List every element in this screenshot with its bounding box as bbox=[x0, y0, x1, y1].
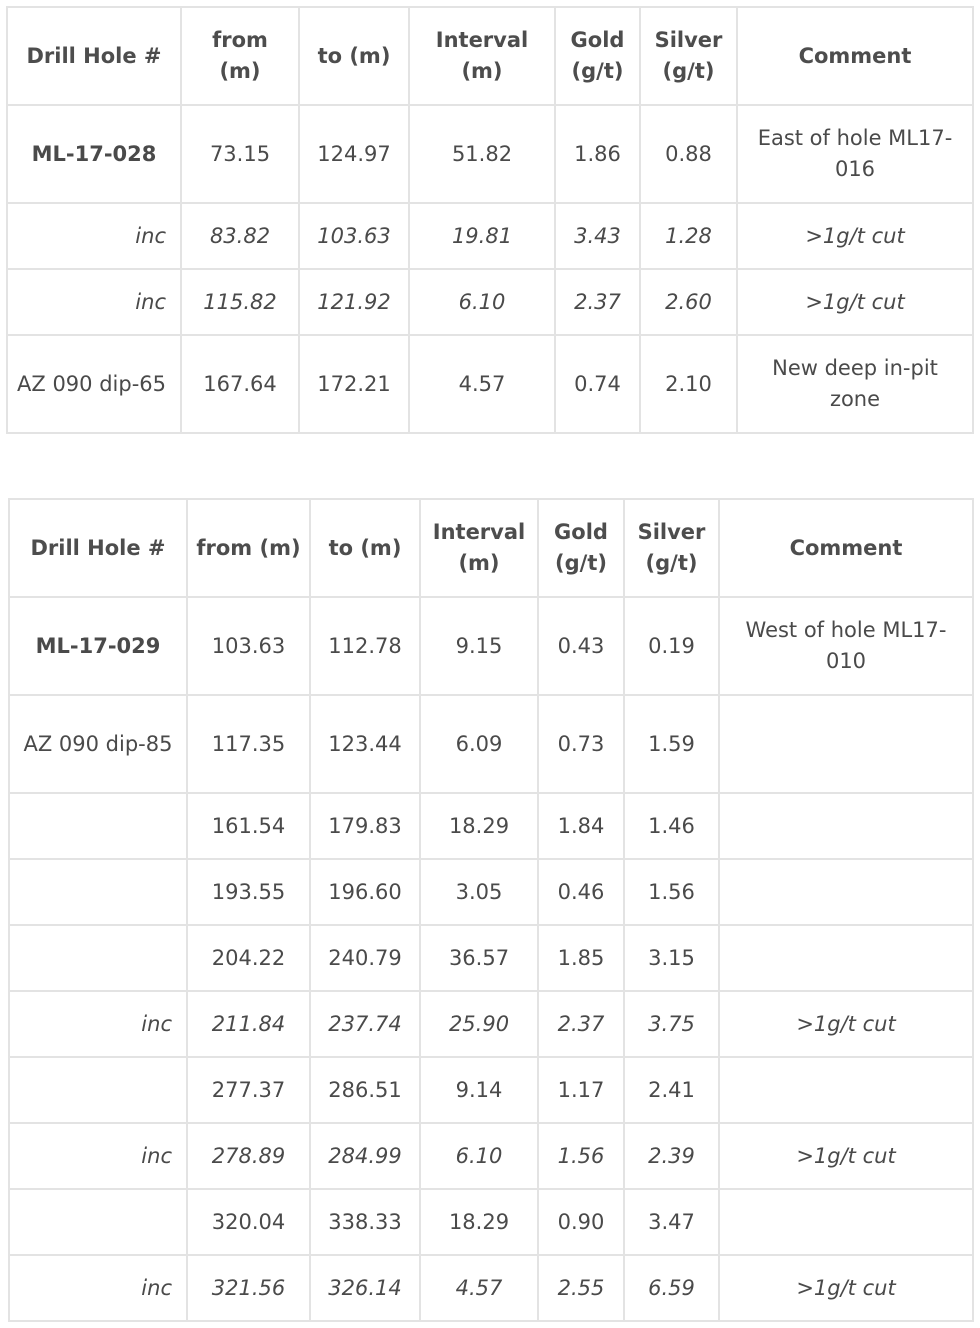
cell-comment: West of hole ML17-010 bbox=[719, 597, 973, 695]
header-interval: Interval (m) bbox=[420, 499, 538, 597]
header-silver: Silver (g/t) bbox=[624, 499, 719, 597]
cell-comment bbox=[719, 1057, 973, 1123]
cell-from: 277.37 bbox=[187, 1057, 310, 1123]
cell-to: 326.14 bbox=[310, 1255, 420, 1321]
cell-hole: inc bbox=[9, 991, 187, 1057]
cell-hole: ML-17-029 bbox=[9, 597, 187, 695]
cell-silver: 0.19 bbox=[624, 597, 719, 695]
cell-comment bbox=[719, 859, 973, 925]
header-to: to (m) bbox=[299, 7, 409, 105]
table-row bbox=[9, 793, 973, 859]
cell-to: 179.83 bbox=[310, 793, 420, 859]
cell-comment bbox=[719, 925, 973, 991]
table-header-row bbox=[7, 7, 973, 105]
header-silver: Silver (g/t) bbox=[640, 7, 737, 105]
table-row bbox=[9, 695, 973, 793]
table-row bbox=[9, 859, 973, 925]
table-row bbox=[9, 925, 973, 991]
cell-interval: 19.81 bbox=[409, 203, 555, 269]
cell-comment: >1g/t cut bbox=[737, 203, 973, 269]
cell-silver: 1.46 bbox=[624, 793, 719, 859]
cell-comment: >1g/t cut bbox=[719, 991, 973, 1057]
cell-to: 286.51 bbox=[310, 1057, 420, 1123]
cell-to: 196.60 bbox=[310, 859, 420, 925]
table-row bbox=[9, 1123, 973, 1189]
cell-comment: >1g/t cut bbox=[719, 1255, 973, 1321]
cell-gold: 0.74 bbox=[555, 335, 640, 433]
cell-silver: 3.75 bbox=[624, 991, 719, 1057]
table-row bbox=[9, 597, 973, 695]
cell-gold: 0.90 bbox=[538, 1189, 624, 1255]
cell-hole bbox=[9, 1057, 187, 1123]
cell-silver: 3.47 bbox=[624, 1189, 719, 1255]
cell-silver: 3.15 bbox=[624, 925, 719, 991]
cell-from: 204.22 bbox=[187, 925, 310, 991]
cell-comment bbox=[719, 793, 973, 859]
cell-hole: inc bbox=[9, 1255, 187, 1321]
cell-gold: 2.37 bbox=[555, 269, 640, 335]
cell-from: 320.04 bbox=[187, 1189, 310, 1255]
cell-interval: 6.10 bbox=[409, 269, 555, 335]
cell-hole: inc bbox=[7, 269, 181, 335]
cell-hole bbox=[9, 859, 187, 925]
cell-to: 240.79 bbox=[310, 925, 420, 991]
cell-from: 73.15 bbox=[181, 105, 299, 203]
table-row bbox=[7, 335, 973, 433]
cell-from: 167.64 bbox=[181, 335, 299, 433]
cell-from: 193.55 bbox=[187, 859, 310, 925]
cell-interval: 25.90 bbox=[420, 991, 538, 1057]
cell-from: 115.82 bbox=[181, 269, 299, 335]
cell-gold: 1.85 bbox=[538, 925, 624, 991]
cell-interval: 4.57 bbox=[420, 1255, 538, 1321]
cell-gold: 1.84 bbox=[538, 793, 624, 859]
cell-interval: 9.14 bbox=[420, 1057, 538, 1123]
cell-from: 321.56 bbox=[187, 1255, 310, 1321]
cell-hole: inc bbox=[7, 203, 181, 269]
cell-from: 211.84 bbox=[187, 991, 310, 1057]
cell-to: 124.97 bbox=[299, 105, 409, 203]
cell-to: 112.78 bbox=[310, 597, 420, 695]
cell-gold: 2.55 bbox=[538, 1255, 624, 1321]
cell-interval: 9.15 bbox=[420, 597, 538, 695]
cell-to: 338.33 bbox=[310, 1189, 420, 1255]
cell-from: 117.35 bbox=[187, 695, 310, 793]
cell-interval: 4.57 bbox=[409, 335, 555, 433]
header-comment: Comment bbox=[737, 7, 973, 105]
cell-silver: 1.56 bbox=[624, 859, 719, 925]
table-row bbox=[9, 1057, 973, 1123]
cell-hole: AZ 090 dip-65 bbox=[7, 335, 181, 433]
header-drill-hole: Drill Hole # bbox=[7, 7, 181, 105]
cell-to: 123.44 bbox=[310, 695, 420, 793]
cell-gold: 1.56 bbox=[538, 1123, 624, 1189]
table-row bbox=[7, 269, 973, 335]
cell-interval: 36.57 bbox=[420, 925, 538, 991]
cell-comment bbox=[719, 695, 973, 793]
cell-to: 103.63 bbox=[299, 203, 409, 269]
table-row bbox=[9, 1189, 973, 1255]
cell-interval: 6.09 bbox=[420, 695, 538, 793]
cell-gold: 1.86 bbox=[555, 105, 640, 203]
header-gold: Gold (g/t) bbox=[538, 499, 624, 597]
cell-gold: 3.43 bbox=[555, 203, 640, 269]
drill-results-table-1 bbox=[6, 6, 974, 434]
header-to: to (m) bbox=[310, 499, 420, 597]
cell-silver: 2.10 bbox=[640, 335, 737, 433]
cell-from: 83.82 bbox=[181, 203, 299, 269]
cell-gold: 1.17 bbox=[538, 1057, 624, 1123]
cell-from: 161.54 bbox=[187, 793, 310, 859]
cell-hole bbox=[9, 1189, 187, 1255]
cell-silver: 2.41 bbox=[624, 1057, 719, 1123]
cell-comment: >1g/t cut bbox=[719, 1123, 973, 1189]
cell-hole: inc bbox=[9, 1123, 187, 1189]
header-gold: Gold (g/t) bbox=[555, 7, 640, 105]
cell-gold: 0.43 bbox=[538, 597, 624, 695]
table-row bbox=[9, 991, 973, 1057]
cell-from: 278.89 bbox=[187, 1123, 310, 1189]
cell-hole bbox=[9, 925, 187, 991]
cell-silver: 1.59 bbox=[624, 695, 719, 793]
cell-hole bbox=[9, 793, 187, 859]
cell-comment: >1g/t cut bbox=[737, 269, 973, 335]
cell-to: 121.92 bbox=[299, 269, 409, 335]
table-header-row bbox=[9, 499, 973, 597]
cell-from: 103.63 bbox=[187, 597, 310, 695]
cell-hole: ML-17-028 bbox=[7, 105, 181, 203]
header-from: from (m) bbox=[187, 499, 310, 597]
cell-interval: 18.29 bbox=[420, 1189, 538, 1255]
cell-gold: 2.37 bbox=[538, 991, 624, 1057]
cell-to: 172.21 bbox=[299, 335, 409, 433]
cell-interval: 18.29 bbox=[420, 793, 538, 859]
cell-gold: 0.73 bbox=[538, 695, 624, 793]
cell-silver: 2.39 bbox=[624, 1123, 719, 1189]
header-interval: Interval (m) bbox=[409, 7, 555, 105]
cell-silver: 0.88 bbox=[640, 105, 737, 203]
cell-gold: 0.46 bbox=[538, 859, 624, 925]
cell-comment bbox=[719, 1189, 973, 1255]
cell-to: 237.74 bbox=[310, 991, 420, 1057]
header-comment: Comment bbox=[719, 499, 973, 597]
cell-comment: East of hole ML17-016 bbox=[737, 105, 973, 203]
cell-interval: 6.10 bbox=[420, 1123, 538, 1189]
header-drill-hole: Drill Hole # bbox=[9, 499, 187, 597]
cell-silver: 1.28 bbox=[640, 203, 737, 269]
cell-silver: 2.60 bbox=[640, 269, 737, 335]
drill-results-table-2 bbox=[8, 498, 974, 1322]
cell-to: 284.99 bbox=[310, 1123, 420, 1189]
table-row bbox=[7, 203, 973, 269]
cell-silver: 6.59 bbox=[624, 1255, 719, 1321]
cell-hole: AZ 090 dip-85 bbox=[9, 695, 187, 793]
cell-interval: 3.05 bbox=[420, 859, 538, 925]
cell-comment: New deep in-pit zone bbox=[737, 335, 973, 433]
table-row bbox=[9, 1255, 973, 1321]
cell-interval: 51.82 bbox=[409, 105, 555, 203]
header-from: from (m) bbox=[181, 7, 299, 105]
table-row bbox=[7, 105, 973, 203]
